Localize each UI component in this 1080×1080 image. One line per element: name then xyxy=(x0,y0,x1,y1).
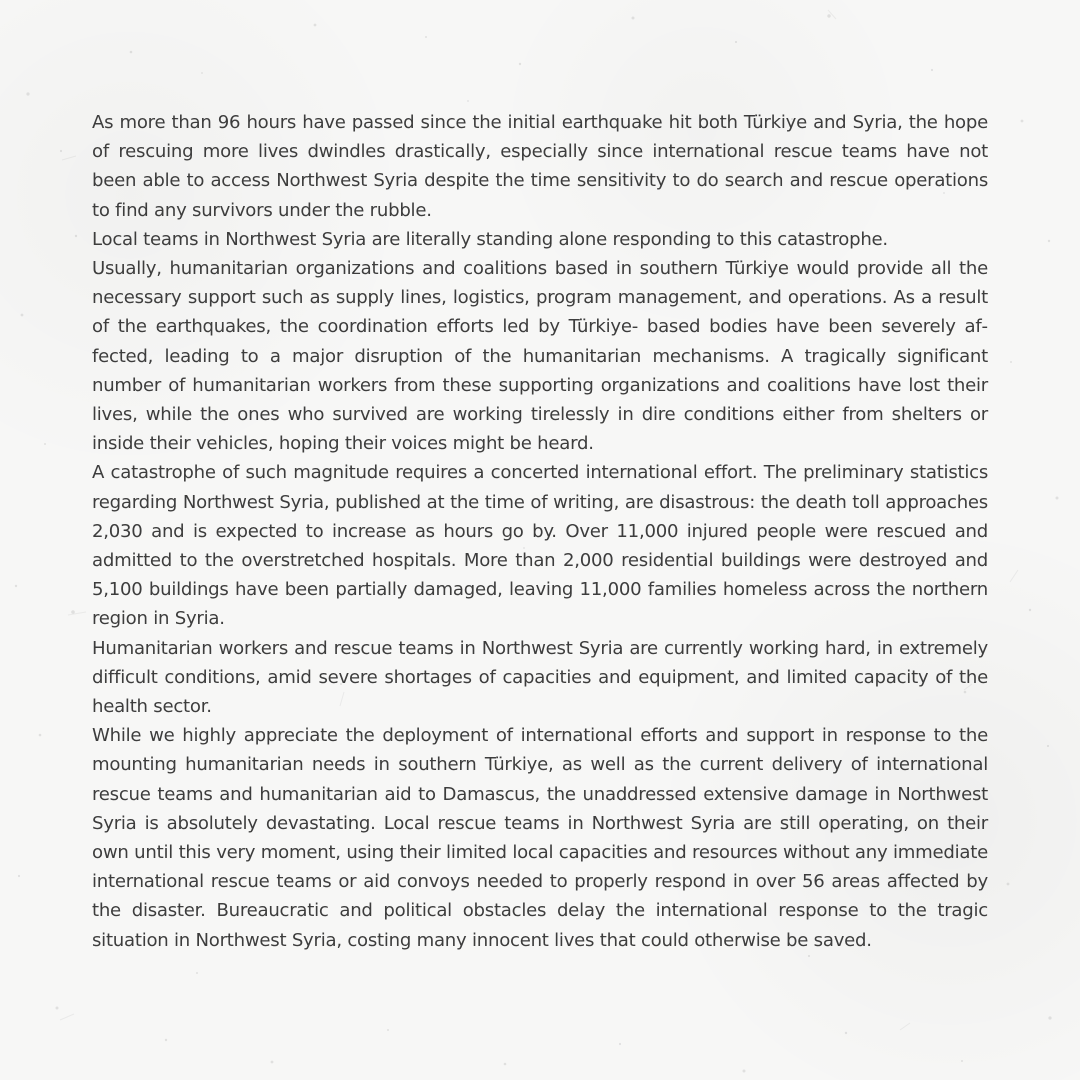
paragraph-3: Usually, humanitarian organizations and coalitions based in southern Türkiye would provide all the necessary support such as supply lines, logistics, program management, and operations. As a result of the earthquakes, the coordination efforts led by Türkiye- based bodies have been severely affected, leading to a major disruption of the humanitarian mechanisms. A tragically significant number of humanitarian workers from these supporting organizations and coalitions have lost their lives, while the ones who survived are working tirelessly in dire conditions either from shelters or inside their vehicles, hoping their voices might be heard. xyxy=(92,258,988,455)
paragraph-1: As more than 96 hours have passed since the initial earthquake hit both Türkiye and Syria, the hope of rescuing more lives dwindles drastically, especially since international rescue teams have not been able to access Northwest Syria despite the time sensitivity to do search and rescue operations to find any survivors under the rubble. xyxy=(92,112,988,221)
paragraph-6: While we highly appreciate the deployment of international efforts and support in response to the mounting humanitarian needs in southern Türkiye, as well as the current delivery of international rescue teams and humanitarian aid to Damascus, the unaddressed extensive damage in Northwest Syria is absolutely devastating. Local rescue teams in Northwest Syria are still operating, on their own until this very moment, using their limited local capacities and resources without any immediate international rescue teams or aid convoys needed to properly respond in over 56 areas affected by the disaster. Bureaucratic and political obstacles delay the international response to the tragic situation in Northwest Syria, costing many innocent lives that could otherwise be saved. xyxy=(92,725,988,951)
paragraph-4: A catastrophe of such magnitude requires a concerted international effort. The preliminary statistics regarding Northwest Syria, published at the time of writing, are disastrous: the death toll approaches 2,030 and is expected to increase as hours go by. Over 11,000 injured people were rescued and admitted to the overstretched hospitals. More than 2,000 residential buildings were destroyed and 5,100 buildings have been partially damaged, leaving 11,000 families homeless across the northern region in Syria. xyxy=(92,462,988,630)
paragraph-2: Local teams in Northwest Syria are literally standing alone responding to this catastrophe. xyxy=(92,228,888,250)
paragraph-5: Humanitarian workers and rescue teams in Northwest Syria are currently working hard, in extremely difficult conditions, amid severe shortages of capacities and equipment, and limited capacity of the health sector. xyxy=(92,637,988,718)
article-body xyxy=(92,108,988,955)
